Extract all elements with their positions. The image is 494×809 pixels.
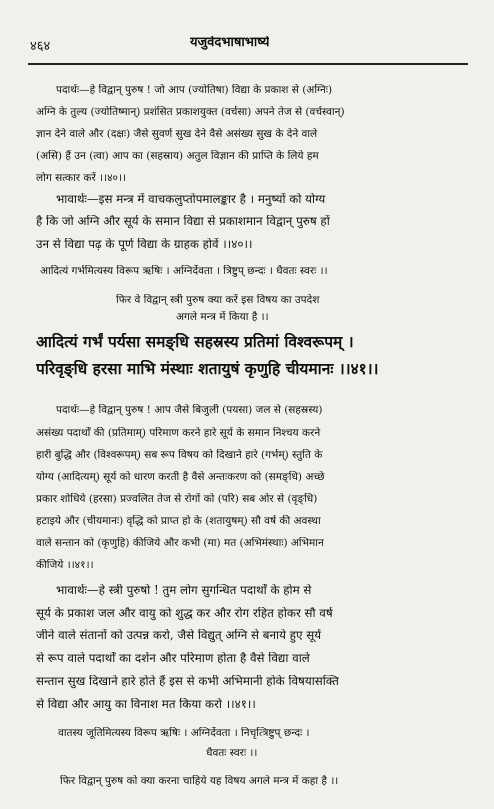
intro-42: फिर विद्वान् पुरुष को क्या करना चाहिये यह विषय अगले मन्त्र में कहा है ।। <box>60 775 339 787</box>
commentary-line: कीजिये ।।४१।। <box>36 559 94 571</box>
bhavarth-line: उन से विद्या पढ़ के पूर्ण विद्या के ग्राहक होवें ।।४०।। <box>36 238 253 251</box>
bhavarth-line: से विद्या और आयु का विनाश मत किया करो ।।४१।। <box>36 698 256 711</box>
page-number: ४६४ <box>30 40 51 54</box>
commentary-line: पदार्थः—हे विद्वान् पुरुष ! जो आप (ज्योतिषा) विद्या के प्रकाश से (अग्निः) <box>56 84 333 96</box>
commentary-line: वाले सन्तान को (कृणुहि) कीजिये और कभी (मा) मत (अभिमंस्थाः) अभिमान <box>36 537 324 549</box>
anukramani-line: वातस्य जूतिमित्यस्य विरूप ऋषिः । अग्निर्देवता । निचृत्त्रिष्टुप् छन्दः । <box>58 727 310 739</box>
header-rule <box>28 63 468 65</box>
bhavarth-line: भावार्थः—इस मन्त्र में वाचकलुप्तोपमालङ्कार है । मनुष्यों को योग्य <box>56 193 326 206</box>
bhavarth-line: सन्तान सुख दिखाने हारे होते हैं इस से कभी अभिमानी होके विषयासक्ति <box>36 675 339 688</box>
bhavarth-line: है कि जो अग्नि और सूर्य के समान विद्या से प्रकाशमान विद्वान् पुरुष हों <box>36 215 330 228</box>
commentary-line: लोग सत्कार करें ।।४०।। <box>36 172 126 184</box>
commentary-line: पदार्थः—हे विद्वान् पुरुष ! आप जैसे बिजुली (पयसा) जल से (सहस्रस्य) <box>56 404 323 416</box>
bhavarth-line: सूर्य के प्रकाश जल और वायु को शुद्ध कर और रोग रहित होकर सौ वर्ष <box>36 607 333 620</box>
anukramani-line: धैवतः स्वरः ।। <box>206 747 258 759</box>
mantra-line: आदित्यं गर्भं पर्यसा समङ्धि सहस्रस्य प्रतिमां विश्वरूपम् । <box>36 333 354 351</box>
commentary-line: असंख्य पदार्थों की (प्रतिमाम्) परिमाण करने हारे सूर्य के समान निश्चय करने <box>36 427 321 439</box>
commentary-line: प्रकार शोधिये (हरसा) प्रज्वलित तेज से रोगों को (परि) सब ओर से (वृङ्धि) <box>36 493 318 505</box>
mantra-line: परिवृङ्धि हरसा माभि मंस्थाः शतायुषं कृणुहि चीयमानः ।।४१।। <box>36 360 379 378</box>
bhavarth-line: से रूप वाले पदार्थों का दर्शन और परिमाण होता है वैसे विद्या वाले <box>36 652 310 665</box>
commentary-line: हटाइये और (चीयमानः) वृद्धि को प्राप्त हो के (शतायुषम्) सौ वर्ष की अवस्था <box>36 515 321 527</box>
commentary-line: योग्य (आदित्यम्) सूर्य को धारण करती है वैसे अन्तःकरण को (समङ्धि) अच्छे <box>36 471 325 483</box>
bhavarth-line: भावार्थः—हे स्त्री पुरुषो ! तुम लोग सुगन्धित पदार्थों के होम से <box>56 584 312 597</box>
commentary-line: हारी बुद्धि और (विश्वरूपम्) सब रूप विषय को दिखाने हारे (गर्भम्) स्तुति के <box>36 449 323 461</box>
commentary-line: ज्ञान देने वाले और (दक्षः) जैसे सुवर्ण सुख देने वैसे असंख्य सुख के देने वाले <box>36 128 318 140</box>
intro-line: अगले मन्त्र में किया है ।। <box>176 311 269 323</box>
intro-line: फिर वे विद्वान् स्त्री पुरुष क्या करें इस विषय का उपदेश <box>116 294 320 306</box>
running-title: यजुर्वेदभाषाभाष्ये <box>190 36 270 50</box>
anukramani-41: आदित्यं गर्भमित्यस्य विरूप ऋषिः । अग्निर्देवता । त्रिष्टुप् छन्दः । धैवतः स्वरः ।। <box>40 265 328 277</box>
bhavarth-line: जीने वाले संतानों को उत्पन्न करो, जैसे विद्युत् अग्नि से बनाये हुए सूर्य <box>36 629 322 642</box>
commentary-line: अग्नि के तुल्य (ज्योतिष्मान्) प्रशंसित प्रकाशयुक्त (वर्चसा) अपने तेज से (वर्चस्वान्) <box>36 106 345 118</box>
commentary-line: (असि) हैं उन (त्वा) आप का (सहस्राय) अतुल विज्ञान की प्राप्ति के लिये हम <box>36 150 319 162</box>
